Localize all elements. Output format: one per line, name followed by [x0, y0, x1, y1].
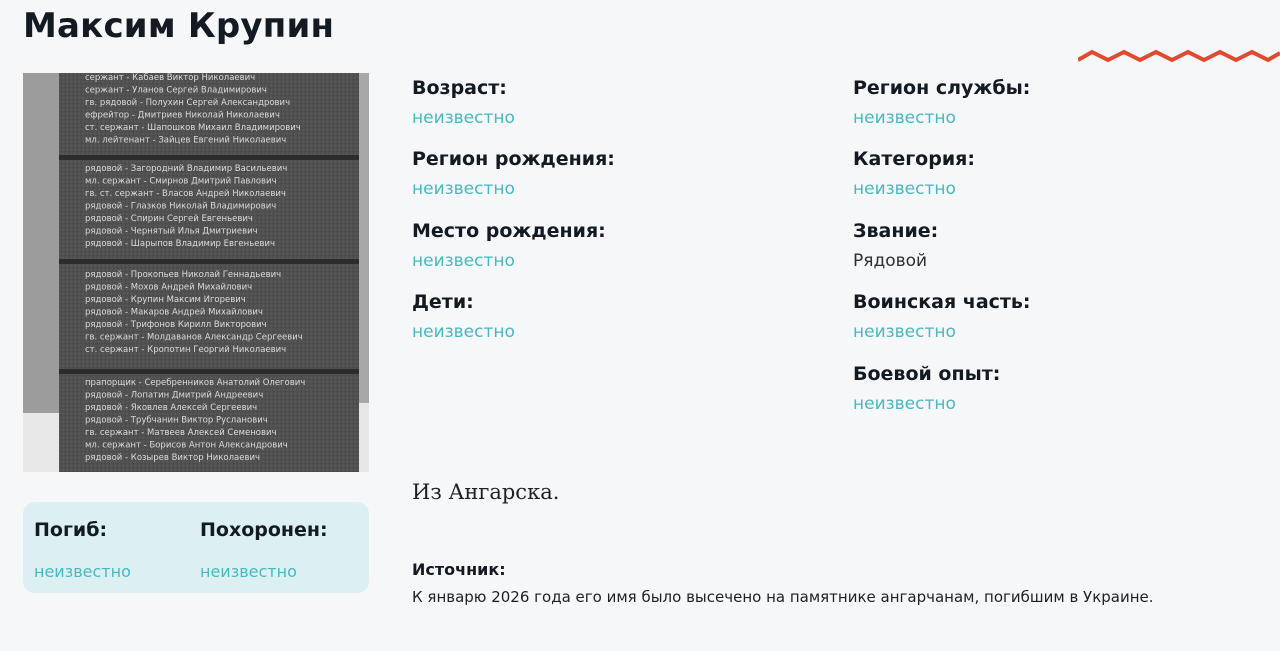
plaque-line: ст. сержант - Шапошков Михаил Владимирович — [85, 123, 301, 133]
category-field — [853, 146, 975, 200]
died-field — [34, 517, 131, 583]
plaque-line: рядовой - Трубчанин Виктор Русланович — [85, 415, 268, 426]
person-name: Максим Крупин — [23, 6, 335, 46]
military-unit-field — [853, 289, 1031, 343]
children-label: Дети: — [412, 291, 474, 313]
plaque-line: рядовой - Загородний Владимир Васильевич — [85, 164, 288, 174]
plaque-line: гв. сержант - Матвеев Алексей Семенович — [85, 428, 277, 438]
plaque-line: гв. ст. сержант - Власов Андрей Николаевич — [85, 189, 286, 199]
children-field — [412, 289, 515, 343]
children-value: неизвестно — [412, 322, 515, 342]
plaque-line: ефрейтор - Дмитриев Николай Николаевич — [85, 110, 280, 121]
plaque-line: гв. рядовой - Полухин Сергей Александрович — [85, 98, 291, 108]
died-label: Погиб: — [34, 519, 108, 541]
service-region-value: неизвестно — [853, 108, 956, 128]
combat-experience-label: Боевой опыт: — [853, 363, 1001, 385]
military-unit-label: Воинская часть: — [853, 291, 1031, 313]
birth-region-field — [412, 146, 615, 200]
birth-region-value: неизвестно — [412, 179, 515, 199]
plaque-line: рядовой - Шарыпов Владимир Евгеньевич — [85, 239, 276, 249]
plaque-line: рядовой - Лопатин Дмитрий Андреевич — [85, 390, 264, 401]
plaque-line: сержант - Кабаев Виктор Николаевич — [85, 73, 256, 83]
birthplace-label: Место рождения: — [412, 220, 606, 242]
plaque-line: рядовой - Мохов Андрей Михайлович — [85, 282, 253, 293]
plaque-line: мл. лейтенант - Зайцев Евгений Николаевич — [85, 135, 287, 146]
plaque-line: рядовой - Глазков Николай Владимирович — [85, 201, 277, 212]
combat-experience-value: неизвестно — [853, 394, 956, 414]
source-text: К январю 2026 года его имя было высечено на памятнике ангарчанам, погибшим в Украине. — [412, 588, 1154, 606]
birthplace-field — [412, 218, 606, 272]
combat-experience-field — [853, 361, 1000, 415]
plaque-line: рядовой - Чернятый Илья Дмитриевич — [85, 226, 258, 237]
death-info-box — [23, 502, 369, 593]
service-region-field — [853, 75, 1030, 129]
bio-text: Из Ангарска. — [412, 480, 560, 504]
plaque-line: рядовой - Спирин Сергей Евгеньевич — [85, 214, 253, 224]
memorial-plaque-photo — [23, 73, 369, 472]
plaque-line: прапорщик - Серебренников Анатолий Олегович — [85, 378, 306, 388]
plaque-line: рядовой - Яковлев Алексей Сергеевич — [85, 403, 258, 413]
rank-value: Рядовой — [853, 251, 928, 271]
decorative-zigzag-icon — [1078, 44, 1280, 66]
plaque-line: рядовой - Макаров Андрей Михайлович — [85, 307, 263, 318]
birthplace-value: неизвестно — [412, 251, 515, 271]
category-label: Категория: — [853, 148, 975, 170]
plaque-line: рядовой - Козырев Виктор Николаевич — [85, 453, 261, 463]
plaque-line: мл. сержант - Смирнов Дмитрий Павлович — [85, 176, 277, 187]
age-field — [412, 75, 515, 129]
age-label: Возраст: — [412, 77, 507, 99]
rank-field — [853, 218, 938, 272]
rank-label: Звание: — [853, 220, 939, 242]
died-value: неизвестно — [34, 562, 131, 581]
birth-region-label: Регион рождения: — [412, 148, 615, 170]
plaque-line: ст. сержант - Кропотин Георгий Николаевич — [85, 345, 287, 355]
buried-label: Похоронен: — [200, 519, 328, 541]
plaque-line: рядовой - Прокопьев Николай Геннадьевич — [85, 270, 282, 280]
buried-field — [200, 517, 328, 583]
plaque-line: мл. сержант - Борисов Антон Александрович — [85, 440, 288, 451]
military-unit-value: неизвестно — [853, 322, 956, 342]
plaque-line: рядовой - Трифонов Кирилл Викторович — [85, 320, 267, 330]
plaque-line: сержант - Уланов Сергей Владимирович — [85, 85, 267, 96]
source-label: Источник: — [412, 560, 506, 579]
category-value: неизвестно — [853, 179, 956, 199]
buried-value: неизвестно — [200, 562, 297, 581]
service-region-label: Регион службы: — [853, 77, 1031, 99]
plaque-line: гв. сержант - Молдаванов Александр Сергеевич — [85, 332, 303, 343]
plaque-line: рядовой - Крупин Максим Игоревич — [85, 295, 246, 305]
age-value: неизвестно — [412, 108, 515, 128]
